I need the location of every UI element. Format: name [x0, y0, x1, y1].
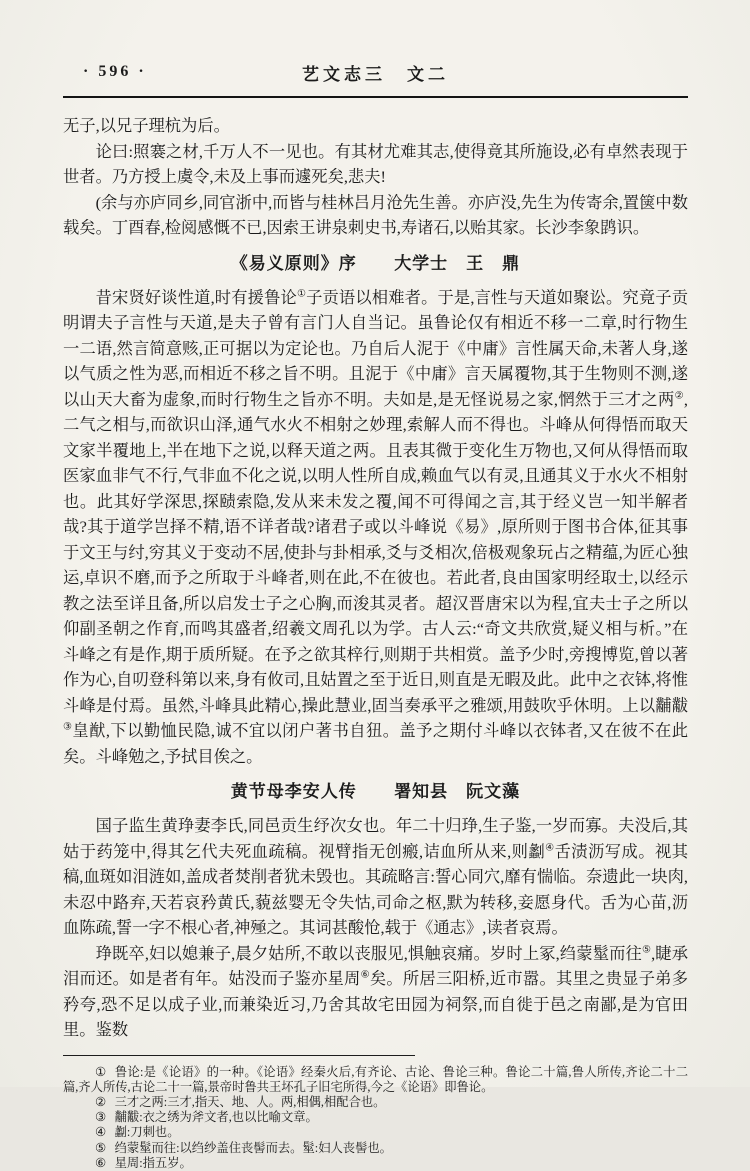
footnote [63, 1065, 688, 1095]
footnote-marker: ⑤ [94, 1140, 106, 1155]
footnote-ref: ④ [545, 842, 555, 854]
footnote-text: 鲁论:是《论语》的一种。《论语》经秦火后,有齐论、古论、鲁论三种。鲁论二十篇,鲁人所传,齐论二十二篇,齐人所传,古论二十一篇,景帝时鲁共王坏孔子旧宅所得,今之《论语》即鲁论。 [63, 1064, 688, 1094]
footnote [63, 1095, 688, 1110]
footnote-list [63, 1065, 688, 1171]
footnote [63, 1125, 688, 1140]
footnote [63, 1156, 688, 1171]
section-title: 黄节母李安人传 [230, 782, 357, 801]
footnote-marker: ② [94, 1094, 106, 1109]
footnote-ref: ③ [63, 721, 73, 733]
paragraph: 琤既卒,妇以媳兼子,晨夕姑所,不敢以丧服见,惧触哀痛。岁时上冢,绉蒙髽而往⑤,睫承泪而还。如是者有年。姑没而子鉴亦星周⑥矣。所居三阳桥,近市嚣。其里之贵显子弟多矜夸,恐不足以成子业,而兼染近习,乃舍其故宅田园为祠祭,而自徙于邑之南鄙,是为官田里。鉴数 [63, 943, 688, 1039]
footnote-ref: ⑤ [641, 944, 652, 956]
footnote-marker: ④ [94, 1125, 106, 1140]
section-heading [63, 780, 688, 804]
footnote [63, 1141, 688, 1156]
header-rule [63, 96, 688, 98]
footnote-ref: ⑥ [360, 969, 370, 981]
paragraph: 无子,以兄子理杭为后。 [63, 116, 230, 135]
footnote-text: 黼黻:衣之绣为斧文者,也以比喻文章。 [114, 1110, 318, 1125]
footnote-text: 绉蒙髽而往:以绉纱盖住丧髻而去。髽:妇人丧髻也。 [114, 1140, 392, 1155]
section-byline: 大学士 王 鼎 [394, 253, 521, 273]
footnote-ref: ① [296, 288, 307, 300]
footnote-ref: ② [674, 390, 684, 402]
footnote [63, 1110, 688, 1125]
footnote-text: 劙:刀刺也。 [114, 1125, 180, 1140]
paragraph: 国子监生黄琤妻李氏,同邑贡生纾次女也。年二十归琤,生子鉴,一岁而寡。夫没后,其姑于药笼中,得其乞代夫死血疏稿。视臂指无创瘢,诘血所从来,则劙④舌渍沥写成。视其稿,血斑如泪涟如,盖成者焚削者犹未毁也。其疏略言:誓心同穴,靡有惴临。奈遗此一块肉,未忍中路弃,天若哀矜黄氏,藐兹婴无令失怙,司命之枢,默为转移,妾愿身代。舌为心苗,沥血陈疏,誓一字不根心者,神殛之。其词甚酸怆,载于《通志》,读者哀焉。 [63, 816, 688, 937]
section-heading [63, 252, 688, 276]
footnote-marker: ① [94, 1064, 107, 1079]
footnote-text: 星周:指五岁。 [114, 1155, 192, 1170]
footnote-text: 三才之两:三才,指天、地、人。两,相偶,相配合也。 [114, 1094, 386, 1109]
footnotes-section [63, 1055, 688, 1171]
paragraph: (余与亦庐同乡,同官浙中,而皆与桂林吕月沧先生善。亦庐没,先生为传寄余,置箧中数载矣。丁酉春,检阅感慨不已,因索王讲泉刺史书,寿诸石,以贻其家。长沙李象鹍识。 [63, 192, 688, 237]
footnote-marker: ⑥ [94, 1155, 106, 1170]
paragraph: 昔宋贤好谈性道,时有援鲁论①子贡语以相难者。于是,言性与天道如聚讼。究竟子贡明谓夫子言性与天道,是夫子曾有言门人自当记。虽鲁论仅有相近不移一二章,时行物生一二语,然言简意赅,正可据以为定论也。乃自后人泥于《中庸》言性属天命,未著人身,遂以气质之性为恶,而相近不移之旨不明。且泥于《中庸》言天属覆物,其于生物则不测,遂以山天大畜为虚象,而时行物生之旨亦不明。夫如是,是无怪说易之家,惘然于三才之两②,二气之相与,而欲识山泽,通气水火不相射之妙理,索解人而不得也。斗峰从何得悟而取天文家半覆地上,半在地下之说,以释天道之两。且表其微于变化生万物也,又何从得悟而取医家血非气不行,气非血不化之说,以明人性所自成,赖血气以有灵,且通其义于水火不相射也。此其好学深思,探赜索隐,发从来未发之覆,闻不可得闻之言,其于经义岂一知半解者哉?其于道学岂择不精,语不详者哉?诸君子或以斗峰说《易》,原所则于图书合体,征其事于文王与纣,穷其义于变动不居,使卦与卦相承,爻与爻相次,倍极观象玩占之精蕴,为匠心独运,卓识不磨,而予之所取于斗峰者,则在此,不在彼也。若此者,良由国家明经取士,以经示教之法至详且备,所以启发士子之心胸,而浚其灵者。超汉晋唐宋以为程,宜夫士子之所以仰副圣朝之作育,而鸣其盛者,绍羲文周孔以为学。古人云:“奇文共欣赏,疑义相与析。”在斗峰之有是作,期于质所疑。在予之欲其梓行,则期于共相赏。盖予少时,旁搜博览,曾以著作为心,自叨登科第以来,身有攸司,且姑置之至于近日,则直是无暇及此。此中之衣钵,将惟斗峰是付焉。虽然,斗峰具此精心,操此慧业,固当奏承平之雅颂,用鼓吹乎休明。上以黼黻③皇猷,下以勤恤民隐,诚不宜以闭户著书自狃。盖予之期付斗峰以衣钵者,又在彼不在此矣。斗峰勉之,予拭目俟之。 [63, 287, 689, 766]
running-head: 艺文志三 文二 [302, 65, 449, 84]
section-title: 《易义原则》序 [230, 253, 357, 273]
page-header [63, 55, 688, 87]
body-text [63, 113, 688, 1043]
footnote-rule [63, 1055, 415, 1056]
page-number: · 596 · [83, 63, 147, 80]
paragraph: 论曰:照褰之材,千万人不一见也。有其材尤难其志,使得竟其所施设,必有卓然表现于世者。乃方授上虞令,未及上事而遽死矣,悲夫! [63, 141, 688, 186]
footnote-marker: ③ [94, 1110, 106, 1125]
section-byline: 署知县 阮文藻 [394, 782, 521, 801]
